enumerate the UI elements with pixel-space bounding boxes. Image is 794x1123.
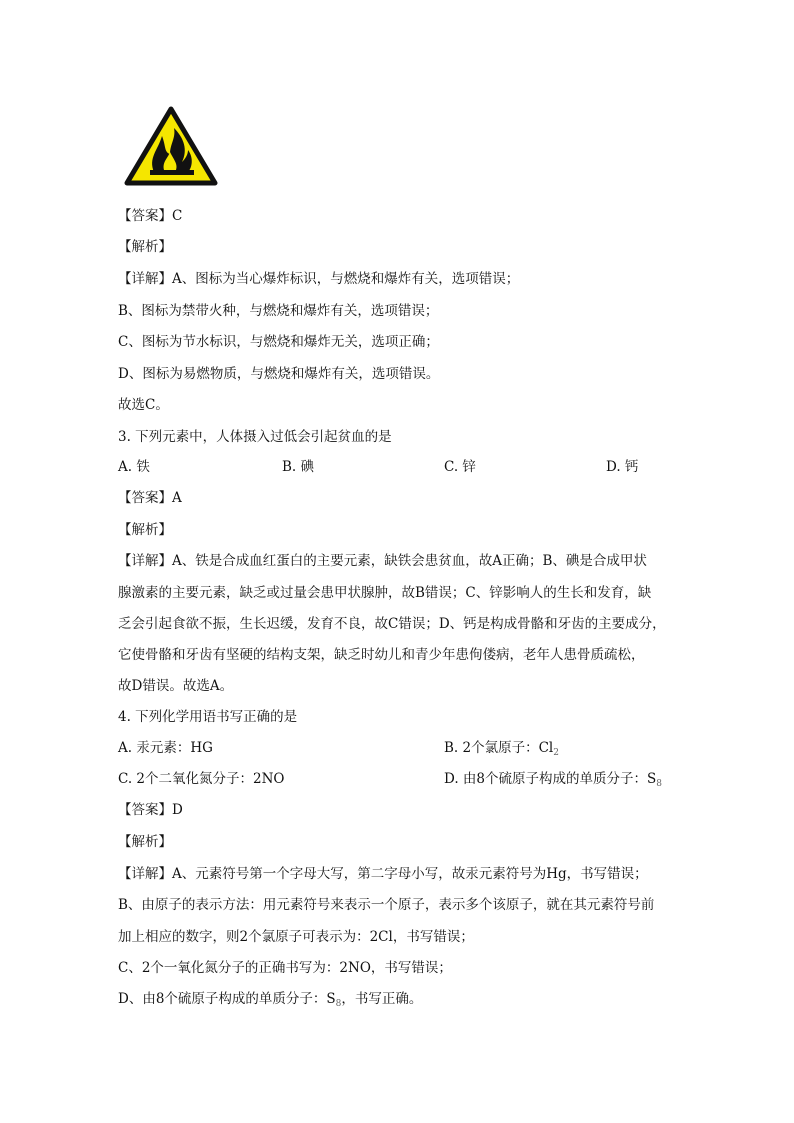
analysis-label: 【解析】 <box>118 834 172 850</box>
analysis-label: 【解析】 <box>118 522 172 538</box>
detail-line: B、图标为禁带火种，与燃烧和爆炸有关，选项错误； <box>118 303 439 319</box>
detail-line: 乏会引起食欲不振，生长迟缓，发育不良，故C错误；D、钙是构成骨骼和牙齿的主要成分， <box>118 616 666 632</box>
flammable-warning-sign-icon <box>124 106 218 186</box>
detail-line <box>118 990 422 1013</box>
option-c: C. 锌 <box>444 459 476 475</box>
detail-line: 腺激素的主要元素，缺乏或过量会患甲状腺肿，故B错误；C、锌影响人的生长和发育，缺 <box>118 585 652 601</box>
answer-q4: 【答案】D <box>118 802 183 818</box>
detail-line: D、图标为易燃物质，与燃烧和爆炸有关，选项错误。 <box>118 366 440 382</box>
detail-line: 它使骨骼和牙齿有坚硬的结构支架，缺乏时幼儿和青少年患佝偻病，老年人患骨质疏松， <box>118 647 645 663</box>
option-d: D. 钙 <box>606 459 639 475</box>
option-c: C. 2个二氧化氮分子：2NO <box>118 771 285 787</box>
analysis-label: 【解析】 <box>118 239 172 255</box>
answer-q3: 【答案】A <box>118 490 182 506</box>
detail-line: C、2个一氧化氮分子的正确书写为：2NO，书写错误； <box>118 960 452 976</box>
subscript: 8 <box>656 779 662 789</box>
subscript: 8 <box>335 999 342 1009</box>
detail-line: 【详解】A、元素符号第一个字母大写，第二字母小写，故汞元素符号为Hg，书写错误； <box>118 866 648 882</box>
option-text: D. 由8个硫原子构成的单质分子：S <box>444 771 657 787</box>
detail-line: 【详解】A、铁是合成血红蛋白的主要元素，缺铁会患贫血，故A正确；B、碘是合成甲状 <box>118 553 647 569</box>
answer-q2: 【答案】C <box>118 208 183 224</box>
option-d <box>444 770 662 793</box>
detail-line: 故选C。 <box>118 397 169 413</box>
detail-line: 加上相应的数字，则2个氯原子可表示为：2Cl，书写错误； <box>118 929 474 945</box>
option-a: A. 铁 <box>118 459 150 475</box>
option-text: B. 2个氯原子：Cl <box>444 740 554 756</box>
detail-line: 【详解】A、图标为当心爆炸标识，与燃烧和爆炸有关，选项错误； <box>118 271 520 287</box>
detail-text: ，书写正确。 <box>341 991 423 1007</box>
option-b: B. 碘 <box>282 459 315 475</box>
detail-line: C、图标为节水标识，与燃烧和爆炸无关，选项正确； <box>118 334 439 350</box>
option-a: A. 汞元素：HG <box>118 740 213 756</box>
option-b <box>444 739 559 762</box>
question-4: 4. 下列化学用语书写正确的是 <box>118 709 298 725</box>
detail-line: 故D错误。故选A。 <box>118 678 234 694</box>
detail-text: D、由8个硫原子构成的单质分子：S <box>118 991 336 1007</box>
question-3: 3. 下列元素中，人体摄入过低会引起贫血的是 <box>118 429 392 445</box>
subscript: 2 <box>553 748 559 758</box>
detail-line: B、由原子的表示方法：用元素符号来表示一个原子，表示多个该原子，就在其元素符号前 <box>118 897 655 913</box>
